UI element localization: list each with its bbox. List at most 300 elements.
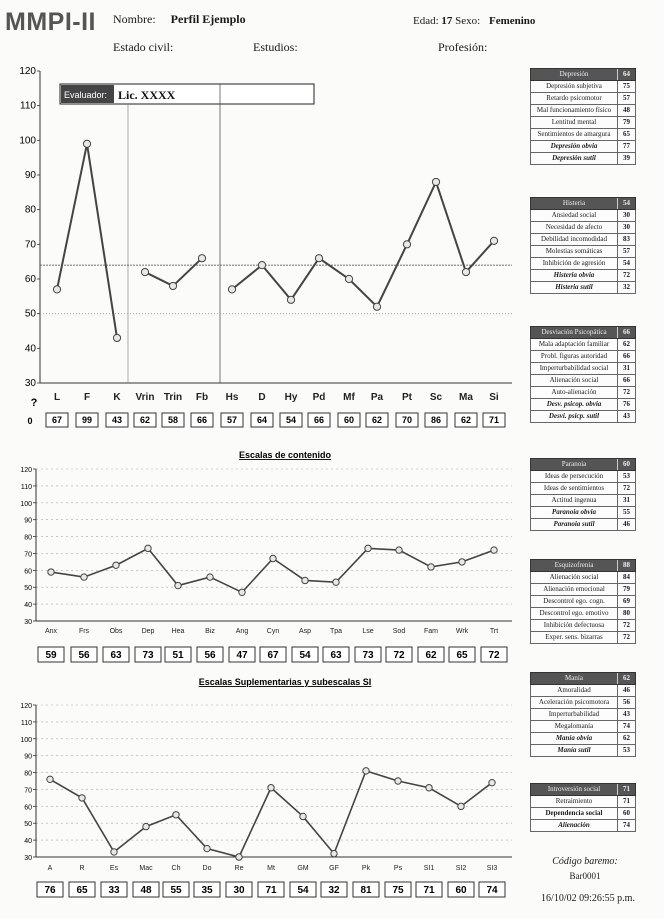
panel-row [530,282,636,294]
panel-row [530,375,636,387]
y-tick-label: 30 [24,619,32,626]
x-tick-label: Cyn [266,628,280,635]
panel-row-value: 83 [623,235,630,243]
panel-row [530,697,636,709]
data-point-Si [490,237,497,244]
score-box-value: 86 [430,415,442,425]
chart-1 [19,66,512,427]
panel-row-label: Descontrol ego. cogn. [531,596,618,607]
panel-title: Esquizofrenia [531,560,618,571]
y-tick-label: 90 [24,517,32,525]
panel-row-value: 32 [623,283,630,291]
score-box-value: 99 [81,415,93,425]
y-tick-label: 120 [20,703,32,710]
data-point-Re [236,854,242,860]
y-tick-label: 70 [24,239,36,251]
x-tick-label: Lse [362,628,374,635]
panel-row [530,258,636,270]
panel-row-value: 72 [623,484,630,492]
y-tick-label: 70 [24,551,32,559]
score-box-value: 67 [51,415,63,425]
panel-0 [530,68,636,165]
y-tick-label: 80 [24,534,32,542]
panel-row [530,117,636,129]
panel-row-label: Paranoia sutil [531,519,618,530]
data-point-Wrk [459,559,465,565]
chart-title: Escalas de contenido [238,450,332,460]
y-tick-label: 80 [24,770,32,778]
panel-row [530,210,636,222]
panel-score: 62 [623,674,630,682]
panel-row-label: Histeria obvia [531,270,618,281]
x-tick-label: L [53,392,61,403]
panel-row-value: 79 [623,118,630,126]
data-point-Ch [173,812,179,818]
y-tick-label: 80 [24,204,36,216]
score-box-value: 62 [371,415,383,425]
panel-row-label: Lentitud mental [531,117,618,128]
x-tick-label: Es [109,865,119,872]
panel-row-label: Depresión subjetiva [531,81,618,92]
panel-row-value: 53 [623,472,630,480]
evaluador-value: Lic. XXXX [118,88,176,102]
panel-row-label: Imperturbabilidad [531,709,618,720]
data-point-Tpa [333,579,339,585]
panel-row-label: Dependencia social [531,808,618,819]
y-tick-label: 60 [24,568,32,576]
panel-row-value: 71 [623,797,630,805]
y-tick-label: 60 [24,804,32,812]
panel-title: Paranoia [531,459,618,470]
x-tick-label: K [113,392,121,403]
estado-civil-label: Estado civil: [113,40,174,54]
data-point-Ang [239,589,245,595]
panel-row-value: 56 [623,698,630,706]
y-tick-label: 100 [20,500,32,508]
panel-row-label: Amoralidad [531,685,618,696]
panel-row-value: 57 [623,247,630,255]
y-tick-label: 110 [20,719,32,727]
panel-row [530,483,636,495]
score-box-value: 43 [111,415,123,425]
data-point-Pk [363,768,369,774]
data-point-Frs [81,574,87,580]
series-line [57,144,117,338]
panel-row-label: Retardo psicomotor [531,93,618,104]
panel-3 [530,458,636,531]
panel-row [530,339,636,351]
panel-row-label: Actitud ingenua [531,495,618,506]
x-tick-label: Ch [171,865,181,872]
score-box-value: 74 [486,885,498,896]
chart-3 [20,677,512,897]
panel-score: 60 [623,460,630,468]
panel-row-value: 72 [623,621,630,629]
score-box-value: 66 [196,415,208,425]
panel-row-value: 74 [623,821,630,829]
x-tick-label: Sod [392,628,406,635]
x-tick-label: Vrin [135,392,155,403]
x-tick-label: Fam [424,628,438,635]
panel-row-label: Molestias somáticas [531,246,618,257]
panel-score: 66 [623,328,630,336]
data-point-Ps [395,778,401,784]
panel-5 [530,672,636,757]
panel-1 [530,197,636,294]
panel-header [530,458,636,471]
panel-row-label: Imperturbabilidad social [531,363,618,374]
series-line [145,258,202,286]
panel-row [530,387,636,399]
x-tick-label: Mt [267,865,275,872]
panel-row-label: Aceleración psicomotora [531,697,618,708]
edad-label: Edad: [413,15,439,27]
data-point-Do [204,845,210,851]
panel-row [530,596,636,608]
score-box-value: 48 [140,885,152,896]
panel-row-value: 72 [623,388,630,396]
panel-row-label: Manía sutil [531,745,618,756]
score-box-value: 62 [460,415,472,425]
panel-row-value: 65 [623,130,630,138]
x-tick-label: Do [202,865,212,872]
score-box-value: 47 [236,650,248,661]
x-tick-label: Mac [139,865,153,872]
panel-row-value: 30 [623,211,630,219]
x-tick-label: F [83,392,91,403]
brand-title: MMPI-II [5,8,96,36]
x-tick-label: SI1 [423,865,435,872]
score-box-value: 65 [76,885,88,896]
panel-row-value: 80 [623,609,630,617]
panel-row-label: Inhibición de agresión [531,258,618,269]
data-point-D [258,262,265,269]
y-tick-label: 40 [24,343,36,355]
panel-row [530,222,636,234]
sexo-value: Femenino [488,15,536,27]
x-tick-label: Pt [402,392,412,403]
x-tick-label: Obs [109,628,123,635]
data-point-Es [111,849,117,855]
panel-row-value: 39 [623,154,630,162]
panel-row [530,471,636,483]
score-box-value: 54 [285,415,297,425]
data-point-Vrin [141,268,148,275]
panel-row-label: Ideas de sentimientos [531,483,618,494]
x-tick-label: D [258,392,266,403]
y-tick-label: 40 [24,838,32,846]
score-box-value: 72 [393,650,405,661]
data-point-A [47,776,53,782]
panel-row [530,632,636,644]
panel-row-label: Alienación emocional [531,584,618,595]
x-tick-label: Biz [205,628,215,635]
x-tick-label: Hy [284,392,298,403]
panel-row [530,685,636,697]
data-point-Pa [373,303,380,310]
x-tick-label: A [47,865,53,872]
panel-row-value: 46 [623,520,630,528]
x-tick-label: Frs [78,628,90,635]
score-box-value: 65 [456,650,468,661]
panel-row [530,351,636,363]
score-box-value: 81 [360,885,372,896]
panel-row-label: Mal funcionamiento físico [531,105,618,116]
panel-row-value: 74 [623,722,630,730]
panel-row-value: 31 [623,496,630,504]
data-point-Asp [302,577,308,583]
data-point-Pd [315,255,322,262]
y-tick-label: 100 [19,135,36,147]
panel-row [530,105,636,117]
data-point-Ma [462,268,469,275]
panel-row-value: 84 [623,573,630,581]
data-point-Biz [207,574,213,580]
score-box-value: 70 [401,415,413,425]
score-box-value: 60 [455,885,467,896]
data-point-Obs [113,562,119,568]
y-tick-label: 120 [19,66,36,77]
data-point-Mt [268,785,274,791]
timestamp: 16/10/02 09:26:55 p.m. [541,893,635,904]
data-point-Lse [365,545,371,551]
panel-row-label: Sentimientos de amargura [531,129,618,140]
x-tick-label: Pa [370,392,384,403]
panel-row [530,153,636,165]
data-point-Hea [175,582,181,588]
score-box-value: 66 [313,415,325,425]
panel-row-value: 76 [623,400,630,408]
score-box-value: 75 [392,885,404,896]
x-tick-label: Trin [163,392,183,403]
panel-row-value: 30 [623,223,630,231]
data-point-Cyn [270,555,276,561]
panel-row-label: Descontrol ego. emotivo [531,608,618,619]
chart-2 [20,450,512,662]
data-point-Fb [198,255,205,262]
panel-row [530,495,636,507]
panel-score: 88 [623,561,630,569]
panel-4 [530,559,636,644]
panel-title: Manía [531,673,618,684]
panel-row [530,363,636,375]
panel-row-value: 55 [623,508,630,516]
panel-row [530,81,636,93]
nombre-value: Perfil Ejemplo [170,12,246,26]
panel-row-label: Exper. sens. bizarras [531,632,618,643]
data-point-Anx [48,569,54,575]
y-tick-label: 120 [20,467,32,474]
panel-row-label: Alienación [531,820,618,831]
panel-score: 71 [623,785,630,793]
x-tick-label: Ps [393,865,403,872]
y-tick-label: 90 [24,170,36,181]
data-point-SI2 [458,803,464,809]
codigo-baremo-value: Bar0001 [569,871,601,881]
score-box-value: 58 [167,415,179,425]
panel-row-value: 75 [623,82,630,90]
x-tick-label: Anx [44,628,58,635]
score-box-value: 62 [425,650,437,661]
score-box-value: 67 [267,650,279,661]
y-tick-label: 40 [24,602,32,610]
panel-row-value: 66 [623,376,630,384]
panel-row-value: 60 [623,809,630,817]
panel-header [530,326,636,339]
score-box-value: 32 [328,885,340,896]
score-box-value: 56 [204,650,216,661]
panel-row [530,721,636,733]
score-box-value: 73 [362,650,374,661]
x-tick-label: Sc [429,392,443,403]
panel-row-label: Inhibición defectuosa [531,620,618,631]
data-point-Pt [403,241,410,248]
panel-row-label: Depresión obvia [531,141,618,152]
data-point-GF [331,850,337,856]
data-point-Trt [491,547,497,553]
data-point-SI1 [426,785,432,791]
panel-score: 64 [623,70,630,78]
panel-row-value: 69 [623,597,630,605]
score-box-value: 71 [265,885,277,896]
estudios-label: Estudios: [253,40,298,54]
profesion-label: Profesión: [438,40,488,54]
panel-row [530,93,636,105]
panel-row [530,584,636,596]
x-tick-label: SI2 [455,865,467,872]
y-tick-label: 70 [24,787,32,795]
panel-header [530,783,636,796]
x-tick-label: Ang [235,628,249,635]
nombre-label: Nombre: [113,12,156,26]
x-tick-label: Pk [361,865,371,872]
data-point-SI3 [489,779,495,785]
panel-row-value: 72 [623,633,630,641]
x-tick-label: Fb [195,392,209,403]
data-point-Trin [169,282,176,289]
data-point-Hs [228,286,235,293]
series-line [50,771,492,857]
panel-row-value: 77 [623,142,630,150]
data-point-Sc [432,178,439,185]
data-point-GM [300,813,306,819]
panel-title: Desviación Psicopática [531,327,618,338]
score-box-value: 63 [330,650,342,661]
panel-header [530,672,636,685]
panel-row-label: Paranoia obvia [531,507,618,518]
panel-row-label: Auto-alienación [531,387,618,398]
x-tick-label: GF [329,865,339,872]
panel-row-value: 62 [623,340,630,348]
panel-row-value: 31 [623,364,630,372]
panel-row-label: Alienación social [531,375,618,386]
y-tick-label: 110 [20,483,32,491]
panel-row-label: Ideas de persecución [531,471,618,482]
panel-row-label: Histeria sutil [531,282,618,293]
panel-row [530,399,636,411]
y-tick-label: 50 [24,585,32,593]
x-tick-label: Hs [225,392,239,403]
panel-row-value: 48 [623,106,630,114]
panel-row [530,270,636,282]
data-point-Hy [287,296,294,303]
evaluador-box [60,84,314,104]
score-box-value: 60 [343,415,355,425]
panel-row-value: 72 [623,271,630,279]
score-box-value: 71 [423,885,435,896]
score-box-value: 30 [233,885,245,896]
data-point-F [83,140,90,147]
data-point-Sod [396,547,402,553]
score-box-value: 63 [110,650,122,661]
panel-row-label: Desv. psicop. obvia [531,399,618,410]
panel-row [530,246,636,258]
panel-row [530,733,636,745]
data-point-L [53,286,60,293]
score-box-value: 55 [170,885,182,896]
panel-header [530,68,636,81]
score-box-value: 76 [44,885,56,896]
data-point-Mac [143,823,149,829]
panel-row-label: Depresión sutil [531,153,618,164]
score-box-value: 62 [139,415,151,425]
panel-row-value: 66 [623,352,630,360]
panel-row-label: Megalomanía [531,721,618,732]
panel-title: Depresión [531,69,618,80]
x-tick-label: Pd [312,392,326,403]
x-tick-label: Tpa [329,628,343,635]
x-tick-label: Dep [141,628,155,635]
panel-row-label: Alienación social [531,572,618,583]
score-box-value: 33 [108,885,120,896]
score-box-value: 54 [297,885,309,896]
panel-row [530,709,636,721]
score-box-value: 56 [78,650,90,661]
x-tick-label: Ma [459,392,473,403]
score-box-value: 35 [201,885,213,896]
panel-score: 54 [623,199,630,207]
panel-row-label: Retraimiento [531,796,618,807]
panel-row-value: 43 [623,412,630,420]
data-point-Dep [145,545,151,551]
data-point-Fam [428,564,434,570]
row-label: ? [30,397,38,409]
y-tick-label: 30 [24,855,32,862]
panel-row [530,507,636,519]
panel-row [530,820,636,832]
panel-row-label: Mala adaptación familiar [531,339,618,350]
chart-title: Escalas Suplementarias y subescalas SI [198,677,372,687]
score-box-value: 54 [299,650,311,661]
panel-row-value: 57 [623,94,630,102]
score-box-value: 73 [142,650,154,661]
panel-row-label: Probl. figuras autoridad [531,351,618,362]
row-label: 0 [27,416,33,426]
panel-row-value: 79 [623,585,630,593]
panel-row [530,129,636,141]
panel-row [530,234,636,246]
score-box-value: 64 [256,415,268,425]
codigo-baremo-label: Código baremo: [552,856,618,867]
y-tick-label: 50 [24,821,32,829]
x-tick-label: Asp [298,628,312,635]
edad-value: 17 [441,15,453,27]
y-tick-label: 50 [24,308,36,320]
y-tick-label: 60 [24,274,36,285]
series-line [232,182,494,307]
panel-row-label: Necesidad de afecto [531,222,618,233]
data-point-K [113,334,120,341]
